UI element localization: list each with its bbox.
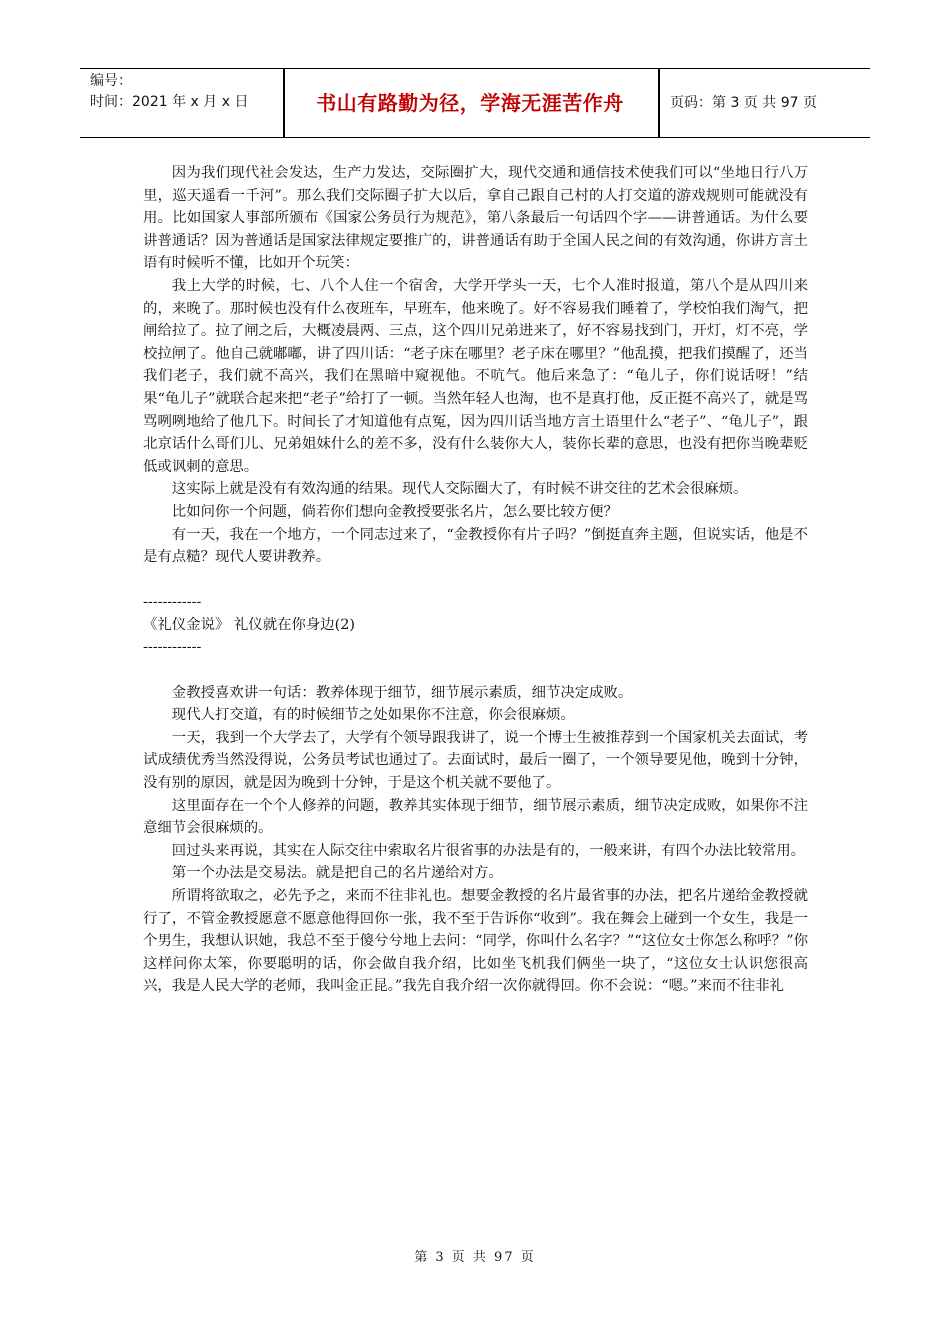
paragraph: 这实际上就是没有有效沟通的结果。现代人交际圈大了，有时候不讲交往的艺术会很麻烦。 xyxy=(171,481,748,498)
header-meta xyxy=(90,71,282,135)
separator-line: ------------ xyxy=(143,639,202,656)
spacer xyxy=(143,659,808,682)
header-divider-right xyxy=(658,69,660,137)
paragraph: 第一个办法是交易法。就是把自己的名片递给对方。 xyxy=(171,865,503,882)
section-title: 《礼仪金说》 礼仪就在你身边(2) xyxy=(143,616,356,633)
paragraph: 所谓将欲取之，必先予之，来而不往非礼也。想要金教授的名片最省事的办法，把名片递给金教授就行了，不管金教授愿意不愿意他得回你一张，我不至于告诉你“收到”。我在舞会上碰到一个女生，我是一个男生，我想认识她，我总不至于傻兮兮地上去问：“同学，你叫什么名字？”“这位女士你怎么称呼？”你这样问你太笨，你要聪明的话，你会做自我介绍，比如坐飞机我们俩坐一块了，“这位女士认识您很高兴，我是人民大学的老师，我叫金正昆。”我先自我介绍一次你就得回。你不会说：“嗯。”来而不往非礼 xyxy=(143,888,808,995)
paragraph: 现代人打交道，有的时候细节之处如果你不注意，你会很麻烦。 xyxy=(171,707,575,724)
page-footer: 第 3 页 共 97 页 xyxy=(414,1250,536,1265)
paragraph: 金教授喜欢讲一句话：教养体现于细节，细节展示素质，细节决定成败。 xyxy=(171,684,633,701)
document-body xyxy=(143,162,808,998)
page-header xyxy=(80,68,870,138)
paragraph: 回过头来再说，其实在人际交往中索取名片很省事的办法是有的，一般来讲，有四个办法比较常用。 xyxy=(171,842,805,859)
paragraph: 一天，我到一个大学去了，大学有个领导跟我讲了，说一个博士生被推荐到一个国家机关去面试，考试成绩优秀当然没得说，公务员考试也通过了。去面试时，最后一圈了，一个领导要见他，晚到十分钟，没有别的原因，就是因为晚到十分钟，于是这个机关就不要他了。 xyxy=(143,729,808,792)
header-page-number: 页码：第 3 页 共 97 页 xyxy=(670,95,817,111)
paragraph: 我上大学的时候，七、八个人住一个宿舍，大学开学头一天，七个人准时报道，第八个是从四川来的，来晚了。那时候也没有什么夜班车，早班车，他来晚了。好不容易我们睡着了，学校怕我们淘气，把闸给拉了。拉了闸之后，大概凌晨两、三点，这个四川兄弟进来了，好不容易找到门，开灯，灯不亮，学校拉闸了。他自己就嘟嘟，讲了四川话：“老子床在哪里？老子床在哪里？”他乱摸，把我们摸醒了，还当我们老子，我们就不高兴，我们在黑暗中窥视他。不吭气。他后来急了：“龟儿子，你们说话呀！”结果“龟儿子”就联合起来把“老子”给打了一顿。当然年轻人也淘，也不是真打他，反正挺不高兴了，就是骂骂咧咧地给了他几下。时间长了才知道他有点冤，因为四川话当地方言土语里什么“老子”、“龟儿子”，跟北京话什么哥们儿、兄弟姐妹什么的差不多，没有什么装你大人，装你长辈的意思，也没有把你当晚辈贬低或讽刺的意思。 xyxy=(143,277,808,475)
paragraph: 有一天，我在一个地方，一个同志过来了，“金教授你有片子吗？”倒挺直奔主题，但说实话，他是不是有点糙？现代人要讲教养。 xyxy=(143,526,808,566)
separator-line: ------------ xyxy=(143,594,202,611)
paragraph: 因为我们现代社会发达，生产力发达，交际圈扩大，现代交通和通信技术使我们可以“坐地日行八万里，巡天遥看一千河”。那么我们交际圈子扩大以后，拿自己跟自己村的人打交道的游戏规则可能就没有用。比如国家人事部所颁布《国家公务员行为规范》，第八条最后一句话四个字——讲普通话。为什么要讲普通话？因为普通话是国家法律规定要推广的，讲普通话有助于全国人民之间的有效沟通，你讲方言土语有时候听不懂，比如开个玩笑： xyxy=(143,165,808,272)
number-label: 编号： xyxy=(90,73,132,89)
paragraph: 比如问你一个问题，倘若你们想向金教授要张名片，怎么要比较方便？ xyxy=(171,503,618,520)
paragraph: 这里面存在一个个人修养的问题，教养其实体现于细节，细节展示素质，细节决定成败，如果你不注意细节会很麻烦的。 xyxy=(143,797,808,837)
spacer xyxy=(143,569,808,592)
time-label: 时间：2021 年 x 月 x 日 xyxy=(90,94,249,110)
header-motto: 书山有路勤为径，学海无涯苦作舟 xyxy=(316,91,624,115)
